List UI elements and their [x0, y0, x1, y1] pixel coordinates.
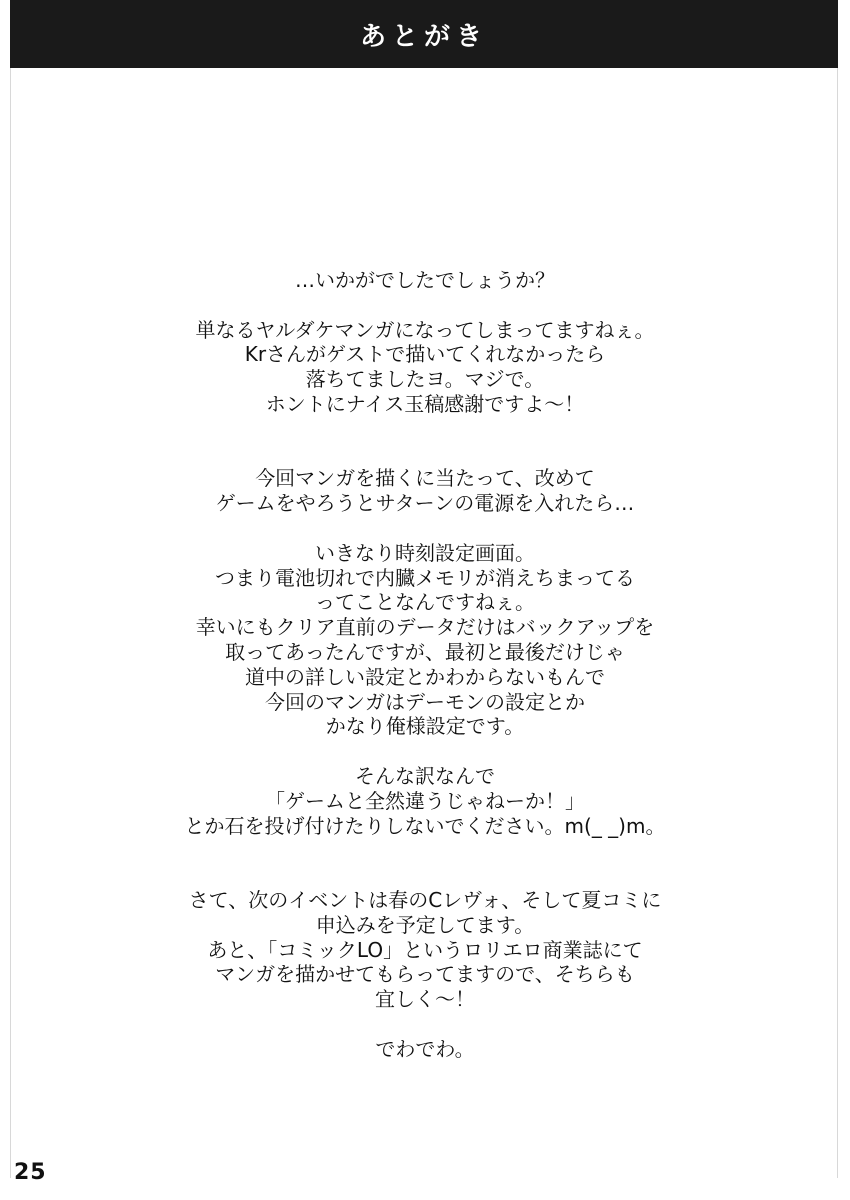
- text-line: 今回のマンガはデーモンの設定とか: [265, 689, 585, 714]
- text-line: でわでわ。: [375, 1036, 475, 1061]
- text-line: ゲームをやろうとサターンの電源を入れたら…: [215, 491, 635, 516]
- text-line: かなり俺様設定です。: [325, 714, 525, 739]
- text-line: マンガを描かせてもらってますので、そちらも: [215, 962, 635, 987]
- text-line: さて、次のイベントは春のCレヴォ、そして夏コミに: [188, 887, 662, 912]
- paragraph-4: [0, 541, 850, 739]
- text-line: とか石を投げ付けたりしないでください。m(_ _)m。: [184, 813, 666, 838]
- text-line: 単なるヤルダケマンガになってしまってますねぇ。: [195, 317, 655, 342]
- text-line: 今回マンガを描くに当たって、改めて: [255, 466, 595, 491]
- text-line: 「ゲームと全然違うじゃねーか！」: [265, 788, 585, 813]
- text-line: 落ちてましたヨ。マジで。: [305, 367, 545, 392]
- text-line: 取ってあったんですが、最初と最後だけじゃ: [225, 639, 625, 664]
- afterword-body: [0, 268, 850, 1062]
- text-line: ホントにナイス玉稿感謝ですよ～！: [265, 391, 585, 416]
- page-title: あとがき: [359, 21, 488, 52]
- text-line: 幸いにもクリア直前のデータだけはバックアップを: [195, 615, 655, 640]
- text-line: つまり電池切れで内臓メモリが消えちまってる: [215, 565, 635, 590]
- paragraph-1: [0, 268, 850, 293]
- text-line: いきなり時刻設定画面。: [315, 540, 535, 565]
- paragraph-7: [0, 1037, 850, 1062]
- paragraph-5: [0, 764, 850, 838]
- text-line: あと、「コミックLO」というロリエロ商業誌にて: [207, 937, 643, 962]
- page-number: 25: [14, 1160, 47, 1185]
- text-line: 申込みを予定してます。: [315, 912, 535, 937]
- paragraph-6: [0, 888, 850, 1012]
- text-line: 道中の詳しい設定とかわからないもんで: [245, 664, 605, 689]
- header-band: [10, 0, 838, 68]
- text-line: ってことなんですねぇ。: [315, 590, 535, 615]
- text-line: 宜しく～！: [375, 987, 475, 1012]
- text-line: Krさんがゲストで描いてくれなかったら: [244, 342, 606, 367]
- paragraph-3: [0, 466, 850, 516]
- text-line: そんな訳なんで: [355, 763, 495, 788]
- paragraph-2: [0, 318, 850, 417]
- text-line: …いかがでしたでしょうか？: [295, 268, 555, 292]
